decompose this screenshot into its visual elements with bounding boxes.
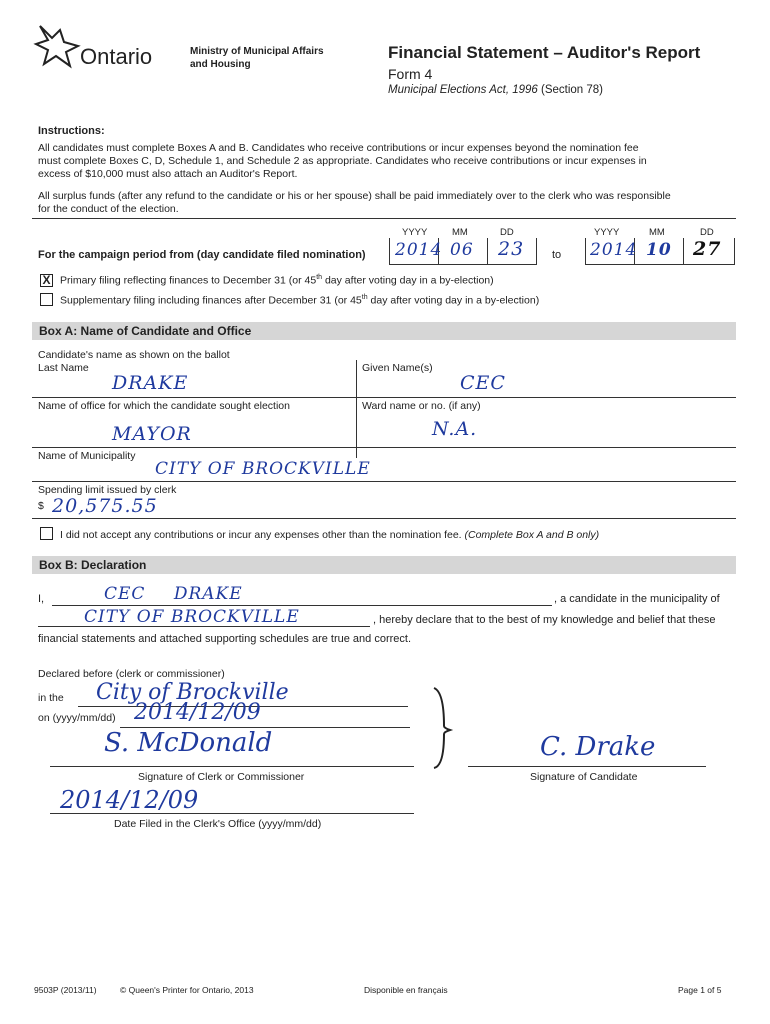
clerk-signature-label: Signature of Clerk or Commissioner (138, 771, 305, 783)
ontario-wordmark: Ontario (80, 44, 153, 69)
from-month-input[interactable]: 06 (450, 240, 474, 260)
to-year-input[interactable]: 2014 (590, 240, 638, 260)
field-border (468, 766, 706, 767)
from-day-input[interactable]: 23 (498, 238, 525, 260)
instructions-line: All candidates must complete Boxes A and B. Candidates who receive contributions or incur expenses beyond the nomination fee (38, 142, 639, 154)
given-name-label: Given Name(s) (362, 362, 433, 374)
last-name-field[interactable]: DRAKE (112, 372, 189, 394)
dd-label: DD (500, 227, 514, 238)
in-the-label: in the (38, 692, 64, 704)
yyyy-label: YYYY (594, 227, 620, 238)
supplementary-filing-checkbox[interactable] (40, 293, 53, 306)
candidate-signature-label: Signature of Candidate (530, 771, 638, 783)
municipality-label: Name of Municipality (38, 450, 136, 462)
last-name-label: Last Name (38, 362, 89, 374)
supplementary-filing-text-end: day after voting day in a by-election) (367, 294, 540, 307)
municipality-field[interactable]: CITY OF BROCKVILLE (155, 459, 371, 479)
field-border (50, 766, 414, 767)
declared-on-field[interactable]: 2014/12/09 (134, 700, 261, 725)
no-contributions-label (60, 529, 599, 542)
from-year-input[interactable]: 2014 (395, 240, 443, 260)
field-border (585, 238, 586, 264)
ballot-name-label: Candidate's name as shown on the ballot (38, 349, 230, 361)
primary-filing-text-end: day after voting day in a by-election) (322, 274, 494, 287)
mm-label: MM (649, 227, 665, 238)
instructions-line: must complete Boxes C, D, Schedule 1, and Schedule 2 as appropriate. Candidates who receive contributions or incur expenses in (38, 155, 647, 167)
spending-limit-field[interactable]: 20,575.55 (52, 495, 158, 517)
office-field[interactable]: MAYOR (112, 423, 192, 445)
no-contributions-checkbox[interactable] (40, 527, 53, 540)
instructions-line: for the conduct of the election. (38, 203, 179, 215)
superscript: th (361, 294, 368, 301)
declaration-i-label: I, (38, 593, 45, 605)
primary-filing-label (60, 274, 494, 288)
office-label: Name of office for which the candidate sought election (38, 400, 290, 412)
declarant-name-field[interactable]: CEC DRAKE (104, 584, 243, 604)
to-label: to (552, 249, 562, 261)
ontario-trillium-logo-icon (30, 20, 86, 72)
date-filed-field[interactable]: 2014/12/09 (60, 786, 199, 814)
declaration-text-cont: financial statements and attached supporting schedules are true and correct. (38, 633, 412, 645)
declared-on-label: on (yyyy/mm/dd) (38, 712, 116, 724)
yyyy-label: YYYY (402, 227, 428, 238)
to-month-input[interactable]: 10 (646, 240, 672, 260)
box-b-title: Box B: Declaration (39, 558, 147, 572)
form-number: Form 4 (388, 66, 433, 82)
act-name: Municipal Elections Act, 1996 (388, 84, 538, 96)
primary-filing-text: Primary filing reflecting finances to December 31 (or 45 (60, 274, 317, 287)
supplementary-filing-label (60, 294, 539, 308)
act-reference (388, 83, 603, 97)
no-contributions-note: (Complete Box A and B only) (464, 529, 600, 541)
field-border (585, 264, 735, 265)
declaration-text: , hereby declare that to the best of my knowledge and belief that these (373, 614, 716, 626)
act-section: (Section 78) (541, 84, 604, 96)
field-border (356, 360, 357, 458)
declared-before-label: Declared before (clerk or commissioner) (38, 668, 225, 680)
page-number: Page 1 of 5 (678, 985, 722, 995)
field-border (734, 238, 735, 264)
field-border (487, 238, 488, 264)
dd-label: DD (700, 227, 714, 238)
instructions-heading: Instructions: (38, 125, 105, 137)
page-title: Financial Statement – Auditor's Report (388, 43, 701, 62)
supplementary-filing-text: Supplementary filing including finances after December 31 (or 45 (60, 294, 362, 307)
field-border (32, 481, 736, 482)
instructions-line: excess of $10,000 must also attach an Auditor's Report. (38, 168, 298, 180)
instructions-line: All surplus funds (after any refund to the candidate or his or her spouse) shall be paid immediately over to the clerk who was responsible (38, 190, 671, 202)
divider (32, 218, 736, 219)
declared-in-field[interactable]: City of Brockville (96, 680, 289, 705)
dollar-sign: $ (38, 500, 44, 512)
to-day-input[interactable]: 27 (693, 238, 722, 260)
form-code: 9503P (2013/11) (34, 985, 97, 995)
field-border (683, 238, 684, 264)
clerk-signature[interactable]: S. McDonald (104, 728, 273, 758)
copyright-notice: © Queen's Printer for Ontario, 2013 (120, 985, 254, 995)
ministry-name: Ministry of Municipal Affairs and Housing (190, 46, 324, 70)
field-border (389, 238, 390, 264)
no-contributions-text: I did not accept any contributions or incur any expenses other than the nomination fee. (60, 529, 462, 541)
campaign-period-label: For the campaign period from (day candidate filed nomination) (38, 249, 366, 261)
date-filed-label: Date Filed in the Clerk's Office (yyyy/mm/dd) (114, 818, 322, 830)
box-b-header (32, 556, 736, 574)
field-border (536, 238, 537, 264)
candidate-in-text: , a candidate in the municipality of (554, 593, 720, 605)
candidate-signature[interactable]: C. Drake (540, 732, 656, 762)
given-name-field[interactable]: CEC (460, 372, 506, 394)
ward-label: Ward name or no. (if any) (362, 400, 481, 412)
field-border (52, 605, 552, 606)
field-border (32, 447, 736, 448)
ward-field[interactable]: N.A. (432, 418, 478, 440)
field-border (50, 813, 414, 814)
declaration-municipality-field[interactable]: CITY OF BROCKVILLE (84, 607, 300, 627)
field-border (32, 518, 736, 519)
field-border (389, 264, 537, 265)
field-border (32, 397, 736, 398)
bracket-icon (430, 686, 454, 770)
box-a-title: Box A: Name of Candidate and Office (39, 324, 252, 338)
mm-label: MM (452, 227, 468, 238)
superscript: th (316, 274, 323, 281)
checkmark-x-icon: X (42, 273, 51, 287)
primary-filing-checkbox[interactable] (40, 274, 53, 287)
spending-limit-label: Spending limit issued by clerk (38, 484, 177, 496)
french-availability: Disponible en français (364, 985, 448, 995)
box-a-header (32, 322, 736, 340)
